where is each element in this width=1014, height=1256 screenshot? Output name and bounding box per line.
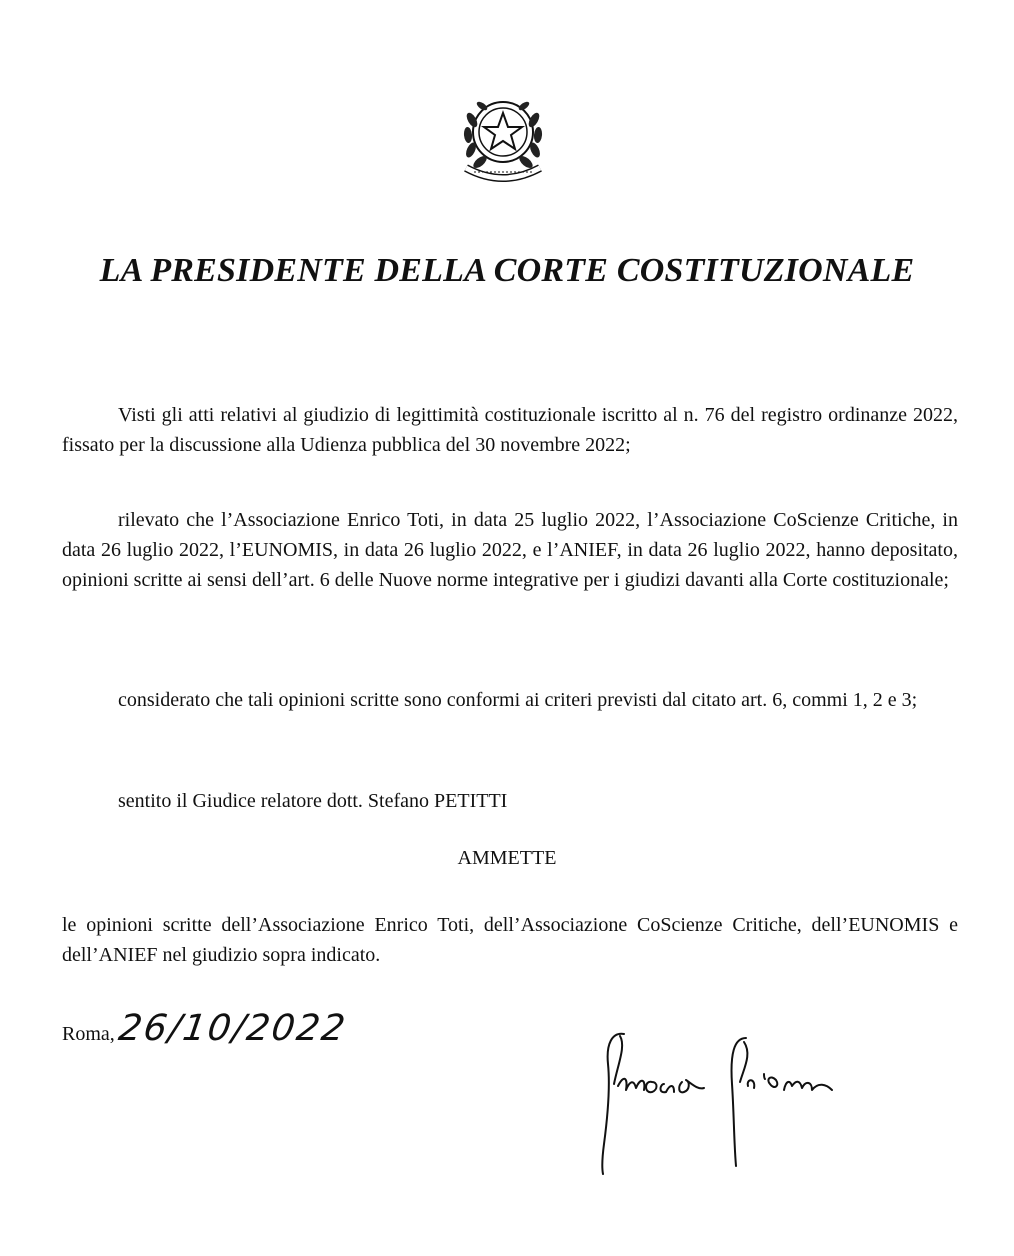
document-title: LA PRESIDENTE DELLA CORTE COSTITUZIONALE <box>99 252 915 289</box>
paragraph-sentito: sentito il Giudice relatore dott. Stefano PETITTI <box>118 790 508 812</box>
paragraph-conclusion: le opinioni scritte dell’Associazione Enrico Toti, dell’Associazione CoScienze Critiche, dell’EUNOMIS e dell’ANIEF nel giudizio sopra indicato. <box>62 914 958 966</box>
paragraph-considerato: considerato che tali opinioni scritte sono conformi ai criteri previsti dal citato art. 6, commi 1, 2 e 3; <box>118 689 918 711</box>
handwritten-date: 26/10/2022 <box>115 1008 350 1049</box>
paragraph-visti: Visti gli atti relativi al giudizio di legittimità costituzionale iscritto al n. 76 del registro ordinanze 2022, fissato per la discussione alla Udienza pubblica del 30 novembre 2022; <box>62 404 958 456</box>
place-date-line <box>62 1008 350 1049</box>
paragraph-rilevato: rilevato che l’Associazione Enrico Toti, in data 25 luglio 2022, l’Associazione CoScienze Critiche, in data 26 luglio 2022, l’EUNOMIS, in data 26 luglio 2022, e l’ANIEF, in data 26 luglio 2022, hanno depositato, opinioni scritte ai sensi dell’art. 6 delle Nuove norme integrative per i giudizi davanti alla Corte costituzionale; <box>62 509 958 591</box>
handwritten-signature-icon <box>594 1024 864 1179</box>
verdict-heading: AMMETTE <box>457 847 557 869</box>
italian-republic-emblem-icon <box>448 80 558 190</box>
place-label: Roma, <box>62 1023 115 1045</box>
